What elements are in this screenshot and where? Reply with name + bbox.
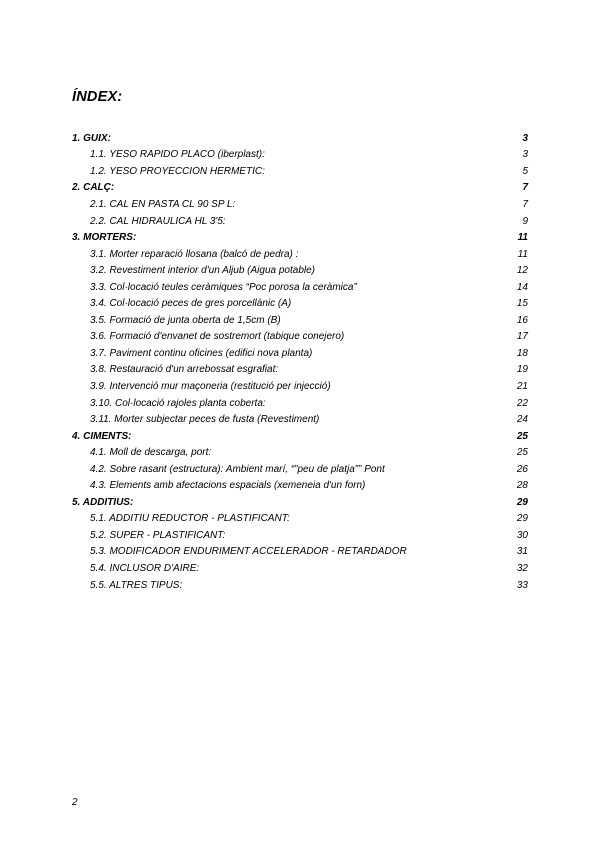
toc-entry-label: 3.2. Revestiment interior d'un Aljub (Aigua potable) [90,265,315,277]
toc-section-entry[interactable] [72,180,528,197]
toc-entry-page: 15 [516,298,528,310]
toc-subsection-entry[interactable] [72,511,528,528]
table-of-contents [72,130,528,593]
toc-entry-page: 29 [516,513,528,525]
toc-entry-page: 31 [516,546,528,558]
toc-entry-label: 1.2. YESO PROYECCIÓN HERMETIC: [90,165,265,177]
toc-subsection-entry[interactable] [72,444,528,461]
toc-subsection-entry[interactable] [72,461,528,478]
toc-entry-label: 3.1. Morter reparació llosana (balcó de pedra) : [90,248,299,260]
toc-entry-page: 33 [516,579,528,591]
toc-subsection-entry[interactable] [72,147,528,164]
toc-entry-label: 4.2. Sobre rasant (estructura): Ambient marí, “”peu de platja”” Pont [90,463,385,475]
toc-entry-page: 28 [516,480,528,492]
toc-entry-label: 4.3. Elements amb afectacions espacials (xemeneia d'un forn) [90,480,366,492]
toc-subsection-entry[interactable] [72,246,528,263]
toc-title: ÍNDEX: [72,89,123,105]
toc-entry-label: 3.4. Col·locació peces de gres porcellànic (A) [90,298,292,310]
toc-section-entry[interactable] [72,494,528,511]
toc-subsection-entry[interactable] [72,213,528,230]
page-number: 2 [72,797,78,808]
toc-subsection-entry[interactable] [72,345,528,362]
toc-entry-page: 22 [516,397,528,409]
toc-entry-page: 11 [517,248,528,260]
toc-entry-label: 3.10. Col·locació rajoles planta coberta: [90,397,266,409]
toc-entry-page: 3 [522,149,528,161]
toc-section-entry[interactable] [72,229,528,246]
toc-entry-page: 9 [522,215,528,227]
toc-entry-page: 24 [516,414,528,426]
toc-entry-page: 12 [516,265,528,277]
toc-section-entry[interactable] [72,130,528,147]
toc-entry-label: 3.3. Col·locació teules ceràmiques “Poc porosa la ceràmica” [90,281,357,293]
toc-entry-label: 5.1. ADDITIU REDUCTOR - PLASTIFICANT: [90,513,290,525]
toc-entry-page: 16 [516,314,528,326]
toc-entry-page: 26 [516,463,528,475]
toc-entry-page: 25 [516,447,528,459]
toc-entry-page: 11 [517,232,528,244]
toc-subsection-entry[interactable] [72,262,528,279]
toc-entry-page: 30 [516,529,528,541]
toc-subsection-entry[interactable] [72,395,528,412]
toc-subsection-entry[interactable] [72,329,528,346]
toc-entry-page: 19 [516,364,528,376]
toc-entry-label: 4.1. Moll de descarga, port: [90,447,212,459]
toc-subsection-entry[interactable] [72,527,528,544]
toc-entry-page: 17 [516,331,528,343]
toc-entry-label: 2.1. CAL EN PASTA CL 90 SP L: [90,198,236,210]
toc-subsection-entry[interactable] [72,378,528,395]
toc-subsection-entry[interactable] [72,560,528,577]
toc-subsection-entry[interactable] [72,577,528,594]
toc-entry-page: 32 [516,562,528,574]
toc-entry-page: 5 [522,165,528,177]
toc-entry-label: 5.4. INCLUSOR D'AIRE: [90,562,200,574]
toc-entry-page: 25 [516,430,528,442]
toc-entry-label: 5.5. ALTRES TIPUS: [90,579,183,591]
toc-entry-label: 5. ADDITIUS: [72,496,134,508]
toc-entry-label: 5.3. MODIFICADOR ENDURIMENT ACCELERADOR - RETARDADOR [90,546,407,558]
toc-entry-page: 29 [516,496,528,508]
toc-section-entry[interactable] [72,428,528,445]
toc-entry-label: 3.9. Intervenció mur maçoneria (restitució per injecció) [90,380,331,392]
toc-entry-label: 3.6. Formació d'envanet de sostremort (tabique conejero) [90,331,345,343]
toc-entry-label: 3. MORTERS: [72,232,137,244]
toc-entry-label: 3.7. Paviment continu oficines (edifici nova planta) [90,347,313,359]
toc-entry-label: 1. GUIX: [72,132,111,144]
toc-entry-page: 7 [522,198,528,210]
toc-subsection-entry[interactable] [72,312,528,329]
toc-subsection-entry[interactable] [72,477,528,494]
toc-subsection-entry[interactable] [72,196,528,213]
toc-entry-page: 3 [522,132,528,144]
toc-entry-label: 3.8. Restauració d'un arrebossat esgrafiat: [90,364,279,376]
toc-entry-page: 7 [522,182,528,194]
toc-entry-page: 21 [516,380,528,392]
toc-entry-label: 3.11. Morter subjectar peces de fusta (Revestiment) [90,414,320,426]
toc-entry-label: 3.5. Formació de junta oberta de 1,5cm (B) [90,314,281,326]
toc-subsection-entry[interactable] [72,295,528,312]
toc-entry-label: 2.2. CAL HIDRAULICA HL 3'5: [90,215,226,227]
toc-subsection-entry[interactable] [72,411,528,428]
toc-entry-page: 14 [516,281,528,293]
toc-subsection-entry[interactable] [72,362,528,379]
toc-entry-page: 18 [516,347,528,359]
toc-entry-label: 5.2. SUPER - PLASTIFICANT: [90,529,226,541]
toc-entry-label: 1.1. YESO RAPIDO PLACO (iberplast): [90,149,265,161]
toc-subsection-entry[interactable] [72,544,528,561]
toc-subsection-entry[interactable] [72,163,528,180]
toc-entry-label: 4. CIMENTS: [72,430,132,442]
toc-entry-label: 2. CALÇ: [72,182,115,194]
toc-subsection-entry[interactable] [72,279,528,296]
